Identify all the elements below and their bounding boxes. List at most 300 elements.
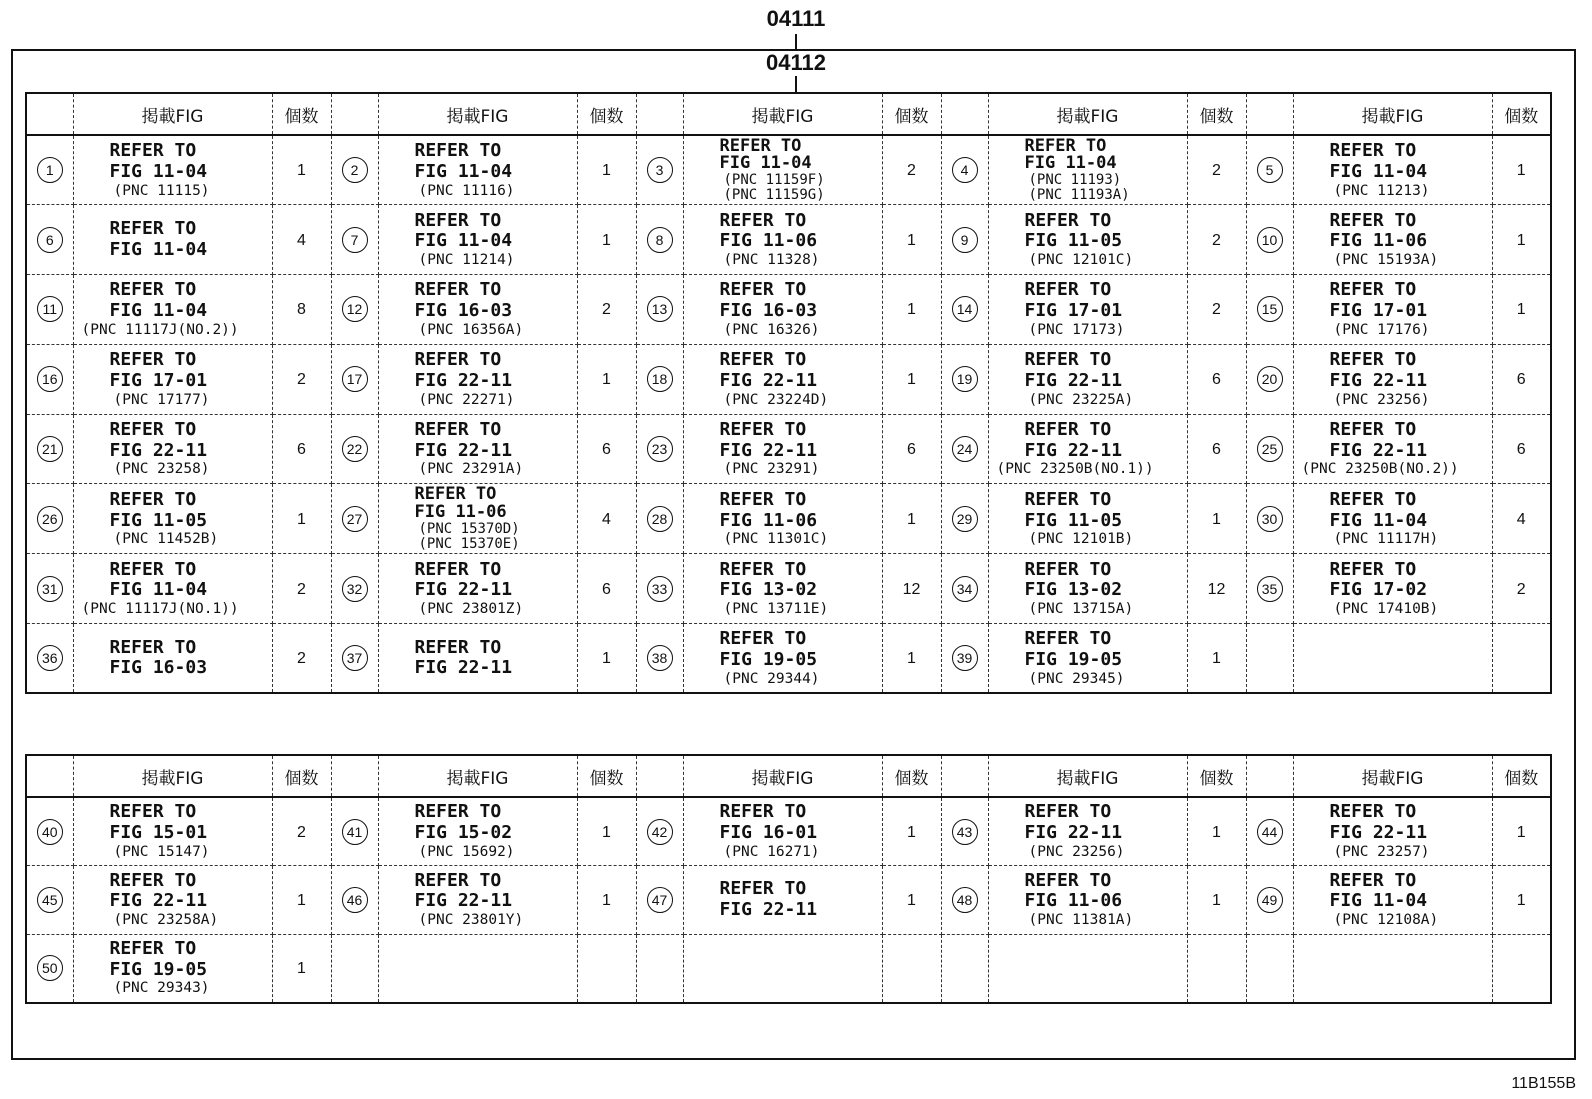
- ref-number-cell: [1246, 205, 1293, 275]
- circled-ref-number: 14: [952, 296, 978, 322]
- refer-to-text: REFER TO: [414, 349, 502, 371]
- fig-number: FIG 11-04: [109, 579, 208, 601]
- fig-reference-cell: [1293, 275, 1492, 345]
- quantity-value: 1: [1212, 823, 1221, 841]
- quantity-value: 1: [907, 231, 916, 249]
- fig-number: FIG 15-01: [109, 822, 208, 844]
- pnc-code: (PNC 23291): [723, 461, 820, 478]
- quantity-cell: [882, 275, 941, 345]
- quantity-value: 2: [297, 371, 306, 389]
- pnc-code: (PNC 15370D): [418, 521, 520, 538]
- fig-reference-cell: [683, 624, 882, 694]
- refer-to-text: REFER TO: [1024, 209, 1112, 231]
- quantity-value: 1: [602, 371, 611, 389]
- circled-ref-number: 36: [37, 645, 63, 671]
- ref-number-cell: [941, 205, 988, 275]
- quantity-value: 1: [1516, 162, 1526, 180]
- header-blank: [941, 93, 988, 135]
- table-row: [26, 275, 1551, 345]
- quantity-cell: [577, 934, 636, 1003]
- circled-ref-number: 6: [37, 227, 63, 253]
- refer-to-text: REFER TO: [719, 488, 807, 510]
- table-row: [26, 344, 1551, 414]
- circled-ref-number: 4: [952, 157, 978, 183]
- pnc-code: (PNC 11117H): [1333, 531, 1439, 548]
- quantity-value: 1: [1212, 891, 1221, 909]
- ref-number-cell: [941, 344, 988, 414]
- fig-reference-cell: [683, 797, 882, 866]
- fig-reference-cell: [683, 554, 882, 624]
- refer-to-text: REFER TO: [1024, 558, 1112, 580]
- refer-to-text: REFER TO: [1329, 349, 1417, 371]
- fig-reference-cell: [73, 275, 272, 345]
- fig-reference-cell: [73, 344, 272, 414]
- circled-ref-number: 15: [1257, 296, 1283, 322]
- fig-number: FIG 22-11: [414, 890, 513, 912]
- pnc-code: (PNC 12101C): [1028, 252, 1134, 269]
- fig-number: FIG 11-05: [109, 509, 208, 531]
- fig-number: FIG 16-03: [109, 657, 208, 679]
- pnc-code: (PNC 17173): [1028, 321, 1125, 338]
- circled-ref-number: 37: [342, 645, 368, 671]
- ref-number-cell: [331, 414, 378, 484]
- pnc-code: (PNC 29343): [113, 980, 210, 997]
- pnc-code: (PNC 17410B): [1333, 601, 1439, 618]
- header-fig: 掲載FIG: [988, 755, 1187, 797]
- pnc-code: (PNC 23224D): [723, 391, 829, 408]
- pnc-code: (PNC 15370E): [418, 535, 520, 552]
- ref-number-cell: [636, 554, 683, 624]
- fig-number: FIG 11-06: [414, 502, 507, 523]
- ref-number-cell: [26, 414, 73, 484]
- refer-to-text: REFER TO: [1329, 558, 1417, 580]
- quantity-value: 6: [1516, 371, 1526, 389]
- quantity-value: 6: [1212, 441, 1221, 459]
- quantity-value: 1: [602, 891, 611, 909]
- ref-number-cell: [941, 484, 988, 554]
- refer-to-text: REFER TO: [109, 140, 197, 162]
- refer-to-text: REFER TO: [1329, 488, 1417, 510]
- fig-number: FIG 11-04: [414, 230, 513, 252]
- quantity-cell: [1187, 275, 1246, 345]
- ref-number-cell: [636, 866, 683, 935]
- quantity-cell: [1187, 344, 1246, 414]
- header-fig: 掲載FIG: [378, 755, 577, 797]
- quantity-cell: [882, 484, 941, 554]
- fig-reference-cell: [378, 275, 577, 345]
- quantity-value: 1: [907, 510, 916, 528]
- quantity-cell: [1187, 797, 1246, 866]
- header-qty: 個数: [1187, 755, 1246, 797]
- quantity-cell: [882, 414, 941, 484]
- fig-reference-cell: [683, 275, 882, 345]
- fig-reference-cell: [1293, 135, 1492, 205]
- refer-to-text: REFER TO: [1329, 869, 1417, 891]
- ref-number-cell: [26, 866, 73, 935]
- quantity-cell: [1492, 275, 1551, 345]
- table-row: [26, 797, 1551, 866]
- quantity-value: 1: [297, 510, 306, 528]
- fig-reference-cell: [73, 934, 272, 1003]
- fig-reference-cell: [378, 934, 577, 1003]
- circled-ref-number: 7: [342, 227, 368, 253]
- pnc-code: (PNC 11328): [723, 252, 820, 269]
- pnc-code: (PNC 11116): [418, 182, 515, 199]
- quantity-value: 8: [297, 301, 306, 319]
- refer-to-text: REFER TO: [414, 801, 502, 823]
- ref-number-cell: [331, 135, 378, 205]
- quantity-cell: [272, 344, 331, 414]
- refer-to-text: REFER TO: [1024, 801, 1112, 823]
- refer-to-text: REFER TO: [109, 349, 197, 371]
- fig-reference-cell: [683, 934, 882, 1003]
- circled-ref-number: 19: [952, 366, 978, 392]
- pnc-code: (PNC 17176): [1333, 321, 1430, 338]
- fig-reference-cell: [683, 344, 882, 414]
- quantity-cell: [272, 866, 331, 935]
- table-row: [26, 624, 1551, 694]
- fig-reference-cell: [683, 205, 882, 275]
- refer-to-text: REFER TO: [1329, 140, 1417, 162]
- pnc-code: (PNC 11117J(NO.1)): [81, 601, 239, 618]
- quantity-value: 2: [1212, 162, 1221, 180]
- quantity-value: 2: [297, 650, 306, 668]
- refer-to-text: REFER TO: [109, 937, 197, 959]
- circled-ref-number: 34: [952, 576, 978, 602]
- fig-number: FIG 22-11: [719, 898, 818, 920]
- refer-to-text: REFER TO: [1024, 349, 1112, 371]
- quantity-value: 2: [602, 301, 611, 319]
- fig-number: FIG 11-04: [414, 160, 513, 182]
- header-qty: 個数: [577, 93, 636, 135]
- refer-to-text: REFER TO: [109, 636, 197, 658]
- header-fig: 掲載FIG: [73, 755, 272, 797]
- ref-number-cell: [26, 205, 73, 275]
- pnc-code: (PNC 23801Y): [418, 912, 524, 929]
- ref-number-cell: [636, 797, 683, 866]
- pnc-code: (PNC 23291A): [418, 461, 524, 478]
- circled-ref-number: 44: [1257, 819, 1283, 845]
- ref-number-cell: [26, 275, 73, 345]
- pnc-code: (PNC 23258): [113, 461, 210, 478]
- fig-number: FIG 22-11: [414, 439, 513, 461]
- pnc-code: (PNC 16271): [723, 843, 820, 860]
- pnc-code: (PNC 23250B(NO.2)): [1301, 461, 1459, 478]
- ref-number-cell: [26, 135, 73, 205]
- ref-number-cell: [941, 797, 988, 866]
- pnc-code: (PNC 11117J(NO.2)): [81, 321, 239, 338]
- fig-number: FIG 22-11: [414, 657, 513, 679]
- quantity-cell: [882, 797, 941, 866]
- quantity-cell: [882, 624, 941, 694]
- quantity-cell: [272, 275, 331, 345]
- refer-to-text: REFER TO: [414, 558, 502, 580]
- ref-number-cell: [636, 624, 683, 694]
- refer-to-text: REFER TO: [1329, 801, 1417, 823]
- ref-number-cell: [331, 484, 378, 554]
- circled-ref-number: 9: [952, 227, 978, 253]
- pnc-code: (PNC 17177): [113, 391, 210, 408]
- quantity-value: 2: [1212, 301, 1221, 319]
- ref-number-cell: [26, 554, 73, 624]
- quantity-cell: [577, 275, 636, 345]
- header-qty: 個数: [882, 93, 941, 135]
- fig-number: FIG 19-05: [1024, 648, 1123, 670]
- quantity-cell: [577, 866, 636, 935]
- circled-ref-number: 46: [342, 887, 368, 913]
- leader-line-top: [795, 34, 797, 50]
- fig-reference-cell: [378, 624, 577, 694]
- fig-reference-cell: [73, 484, 272, 554]
- circled-ref-number: 23: [647, 436, 673, 462]
- quantity-cell: [1492, 344, 1551, 414]
- quantity-value: 1: [297, 960, 306, 977]
- header-qty: 個数: [577, 755, 636, 797]
- fig-reference-cell: [988, 797, 1187, 866]
- header-blank: [1246, 93, 1293, 135]
- illustration-id: 11B155B: [1511, 1075, 1576, 1092]
- header-blank: [636, 93, 683, 135]
- fig-number: FIG 16-03: [719, 300, 818, 322]
- ref-number-cell: [1246, 554, 1293, 624]
- fig-reference-cell: [683, 414, 882, 484]
- refer-to-text: REFER TO: [109, 279, 197, 301]
- circled-ref-number: 48: [952, 887, 978, 913]
- fig-number: FIG 17-02: [1329, 579, 1428, 601]
- refer-to-text: REFER TO: [109, 419, 197, 441]
- quantity-cell: [882, 866, 941, 935]
- fig-number: FIG 11-04: [1329, 890, 1428, 912]
- fig-number: FIG 11-04: [109, 300, 208, 322]
- header-fig: 掲載FIG: [378, 93, 577, 135]
- quantity-value: 6: [1212, 371, 1221, 389]
- fig-number: FIG 11-04: [1024, 153, 1117, 174]
- ref-number-cell: [331, 205, 378, 275]
- fig-number: FIG 22-11: [109, 890, 208, 912]
- fig-number: FIG 11-04: [109, 160, 208, 182]
- refer-to-text: REFER TO: [719, 878, 807, 900]
- quantity-value: 12: [1207, 580, 1226, 598]
- circled-ref-number: 17: [342, 366, 368, 392]
- ref-number-cell: [636, 275, 683, 345]
- fig-number: FIG 17-01: [1024, 300, 1123, 322]
- circled-ref-number: 27: [342, 506, 368, 532]
- circled-ref-number: 26: [37, 506, 63, 532]
- pnc-code: (PNC 23256): [1333, 391, 1430, 408]
- refer-to-text: REFER TO: [719, 349, 807, 371]
- ref-number-cell: [636, 414, 683, 484]
- fig-reference-cell: [378, 484, 577, 554]
- circled-ref-number: 16: [37, 366, 63, 392]
- quantity-cell: [1187, 205, 1246, 275]
- fig-number: FIG 16-03: [414, 300, 513, 322]
- ref-number-cell: [331, 866, 378, 935]
- parts-reference-table-2: [25, 754, 1552, 1004]
- header-fig: 掲載FIG: [1293, 755, 1492, 797]
- quantity-cell: [882, 205, 941, 275]
- refer-to-text: REFER TO: [1329, 419, 1417, 441]
- quantity-cell: [1187, 554, 1246, 624]
- header-qty: 個数: [272, 755, 331, 797]
- header-blank: [26, 755, 73, 797]
- circled-ref-number: 31: [37, 576, 63, 602]
- quantity-value: 6: [907, 441, 916, 459]
- header-blank: [331, 755, 378, 797]
- pnc-code: (PNC 11193): [1028, 172, 1122, 189]
- header-blank: [26, 93, 73, 135]
- table-header-row: [26, 755, 1551, 797]
- circled-ref-number: 32: [342, 576, 368, 602]
- fig-number: FIG 22-11: [1024, 369, 1123, 391]
- header-fig: 掲載FIG: [683, 755, 882, 797]
- ref-number-cell: [331, 797, 378, 866]
- quantity-cell: [1492, 934, 1551, 1003]
- fig-number: FIG 22-11: [1329, 439, 1428, 461]
- fig-reference-cell: [683, 135, 882, 205]
- circled-ref-number: 8: [647, 227, 673, 253]
- quantity-value: 1: [1516, 823, 1526, 841]
- quantity-value: 1: [1516, 231, 1526, 249]
- ref-number-cell: [941, 866, 988, 935]
- assembly-code-04111: 04111: [766, 6, 826, 31]
- quantity-cell: [577, 135, 636, 205]
- circled-ref-number: 43: [952, 819, 978, 845]
- quantity-cell: [1187, 414, 1246, 484]
- quantity-value: 6: [297, 441, 306, 459]
- fig-reference-cell: [1293, 797, 1492, 866]
- circled-ref-number: 35: [1257, 576, 1283, 602]
- ref-number-cell: [941, 414, 988, 484]
- refer-to-text: REFER TO: [1024, 488, 1112, 510]
- fig-number: FIG 22-11: [1024, 822, 1123, 844]
- circled-ref-number: 1: [37, 157, 63, 183]
- circled-ref-number: 25: [1257, 436, 1283, 462]
- fig-reference-cell: [988, 275, 1187, 345]
- header-fig: 掲載FIG: [988, 93, 1187, 135]
- quantity-cell: [1187, 624, 1246, 694]
- quantity-value: 4: [602, 510, 611, 528]
- quantity-cell: [1492, 554, 1551, 624]
- fig-reference-cell: [378, 797, 577, 866]
- quantity-value: 1: [602, 650, 611, 668]
- refer-to-text: REFER TO: [1024, 135, 1107, 156]
- refer-to-text: REFER TO: [414, 279, 502, 301]
- pnc-code: (PNC 16326): [723, 321, 820, 338]
- circled-ref-number: 49: [1257, 887, 1283, 913]
- pnc-code: (PNC 29345): [1028, 670, 1125, 687]
- quantity-cell: [577, 414, 636, 484]
- fig-number: FIG 17-01: [1329, 300, 1428, 322]
- ref-number-cell: [26, 934, 73, 1003]
- quantity-cell: [1492, 484, 1551, 554]
- header-qty: 個数: [1492, 93, 1551, 135]
- table-row: [26, 205, 1551, 275]
- pnc-code: (PNC 23257): [1333, 843, 1430, 860]
- quantity-value: 1: [602, 231, 611, 249]
- refer-to-text: REFER TO: [414, 484, 497, 505]
- pnc-code: (PNC 15692): [418, 843, 515, 860]
- fig-number: FIG 22-11: [109, 439, 208, 461]
- pnc-code: (PNC 11214): [418, 252, 515, 269]
- ref-number-cell: [26, 624, 73, 694]
- circled-ref-number: 29: [952, 506, 978, 532]
- refer-to-text: REFER TO: [414, 140, 502, 162]
- header-fig: 掲載FIG: [683, 93, 882, 135]
- refer-to-text: REFER TO: [719, 801, 807, 823]
- circled-ref-number: 11: [37, 296, 63, 322]
- ref-number-cell: [941, 934, 988, 1003]
- circled-ref-number: 10: [1257, 227, 1283, 253]
- quantity-value: 6: [602, 441, 611, 459]
- fig-number: FIG 17-01: [109, 369, 208, 391]
- quantity-value: 1: [907, 823, 916, 841]
- refer-to-text: REFER TO: [1024, 419, 1112, 441]
- quantity-value: 12: [902, 580, 921, 598]
- fig-number: FIG 11-05: [1024, 230, 1123, 252]
- fig-number: FIG 11-04: [1329, 160, 1428, 182]
- circled-ref-number: 33: [647, 576, 673, 602]
- circled-ref-number: 28: [647, 506, 673, 532]
- pnc-code: (PNC 11115): [113, 182, 210, 199]
- header-blank: [941, 755, 988, 797]
- fig-reference-cell: [988, 344, 1187, 414]
- leader-line-sub: [795, 76, 797, 92]
- refer-to-text: REFER TO: [109, 218, 197, 239]
- ref-number-cell: [1246, 414, 1293, 484]
- fig-reference-cell: [988, 205, 1187, 275]
- fig-reference-cell: [988, 866, 1187, 935]
- table-row: [26, 934, 1551, 1003]
- fig-number: FIG 11-05: [1024, 509, 1123, 531]
- fig-number: FIG 19-05: [109, 958, 208, 980]
- ref-number-cell: [1246, 624, 1293, 694]
- quantity-cell: [1492, 135, 1551, 205]
- header-fig: 掲載FIG: [73, 93, 272, 135]
- fig-reference-cell: [683, 866, 882, 935]
- quantity-value: 1: [602, 823, 611, 841]
- fig-reference-cell: [988, 624, 1187, 694]
- quantity-cell: [272, 484, 331, 554]
- fig-reference-cell: [1293, 414, 1492, 484]
- fig-number: FIG 11-06: [1024, 890, 1123, 912]
- circled-ref-number: 47: [647, 887, 673, 913]
- ref-number-cell: [1246, 866, 1293, 935]
- quantity-cell: [1492, 624, 1551, 694]
- quantity-value: 1: [1516, 301, 1526, 319]
- ref-number-cell: [941, 624, 988, 694]
- fig-number: FIG 22-11: [1329, 822, 1428, 844]
- fig-number: FIG 13-02: [1024, 579, 1123, 601]
- header-fig: 掲載FIG: [1293, 93, 1492, 135]
- fig-number: FIG 19-05: [719, 648, 818, 670]
- circled-ref-number: 18: [647, 366, 673, 392]
- quantity-cell: [272, 414, 331, 484]
- parts-reference-table-1: [25, 92, 1552, 694]
- quantity-cell: [1492, 414, 1551, 484]
- quantity-value: 4: [1516, 510, 1526, 528]
- quantity-cell: [1187, 135, 1246, 205]
- quantity-value: 2: [907, 162, 916, 180]
- quantity-cell: [882, 554, 941, 624]
- ref-number-cell: [1246, 797, 1293, 866]
- quantity-value: 1: [1212, 650, 1221, 668]
- fig-reference-cell: [1293, 554, 1492, 624]
- fig-reference-cell: [378, 205, 577, 275]
- ref-number-cell: [26, 797, 73, 866]
- circled-ref-number: 5: [1257, 157, 1283, 183]
- pnc-code: (PNC 23250B(NO.1)): [996, 461, 1154, 478]
- quantity-cell: [272, 205, 331, 275]
